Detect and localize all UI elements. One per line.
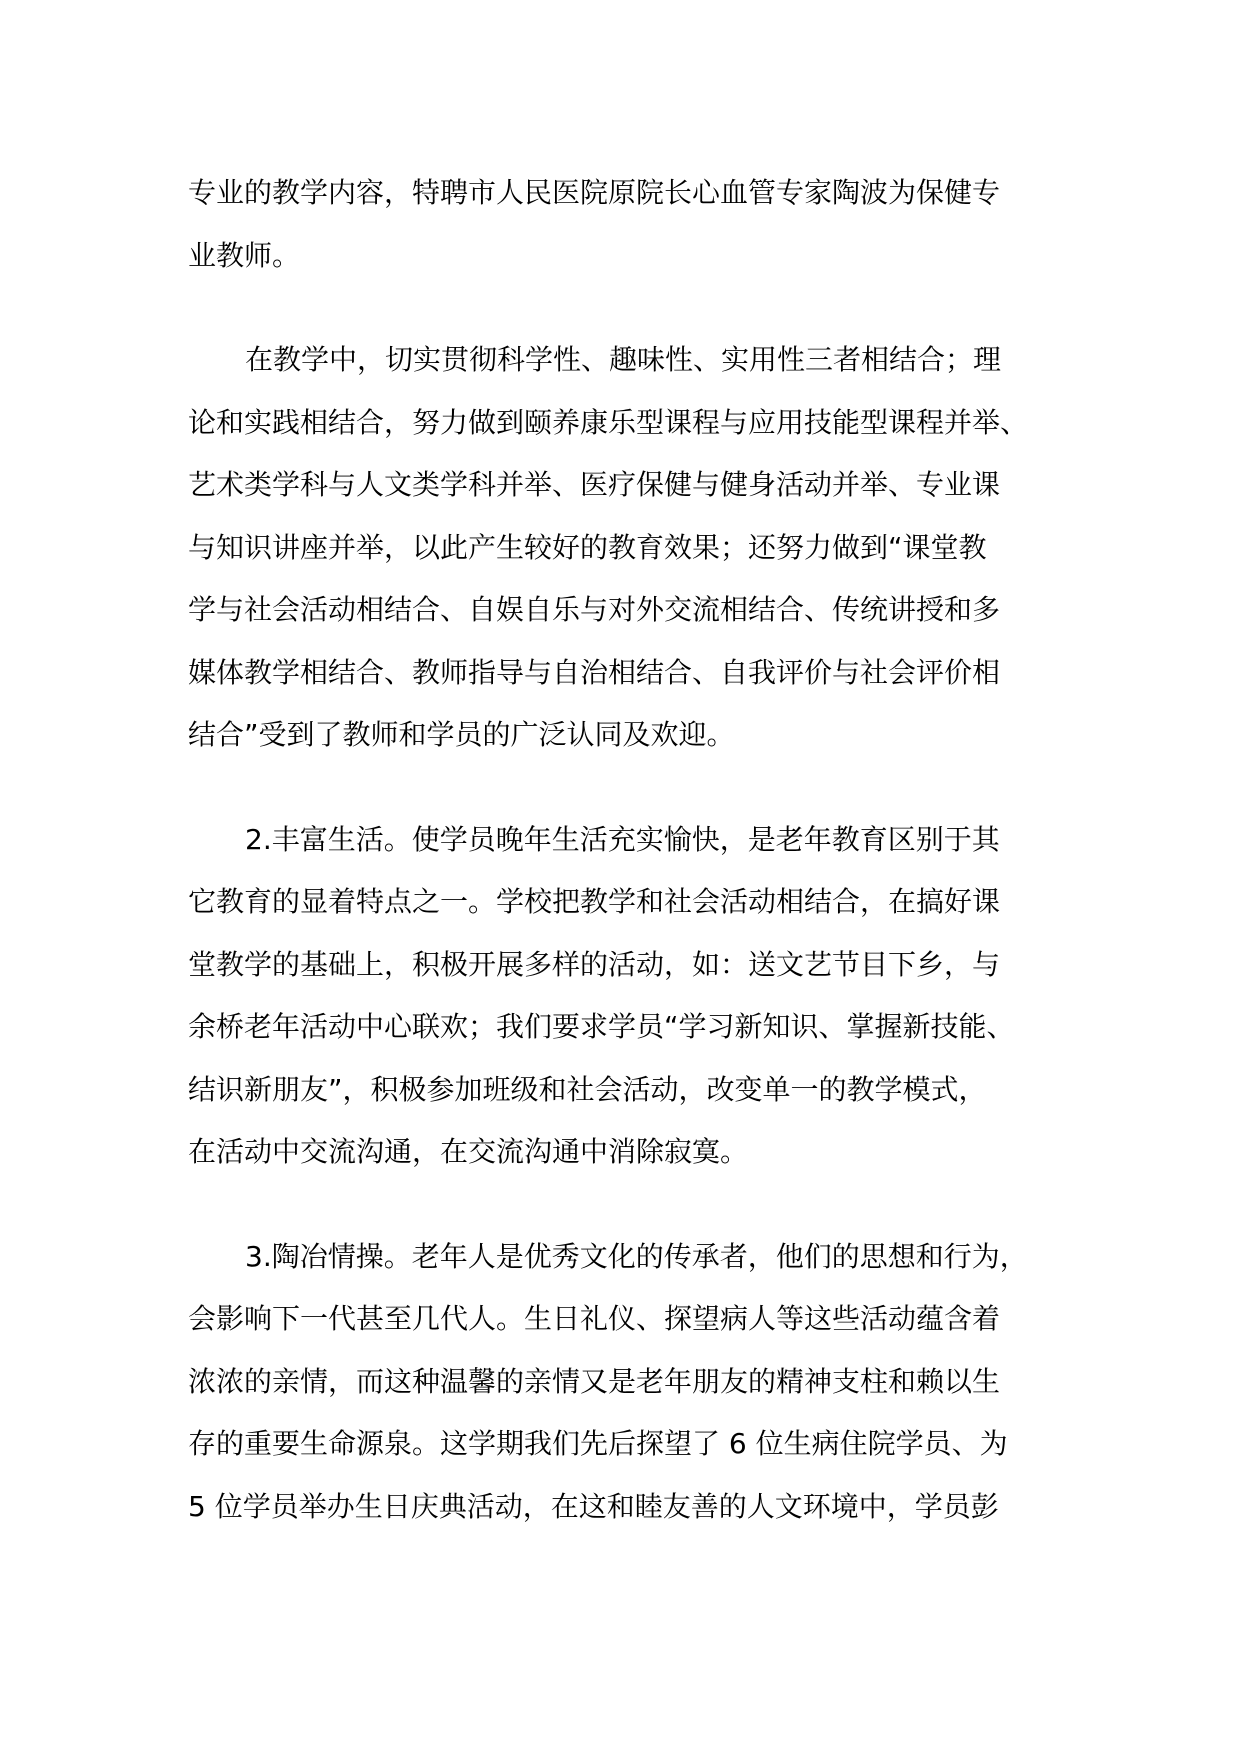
text-line: 专业的教学内容，特聘市人民医院原院长心血管专家陶波为保健专 (188, 176, 1001, 209)
text-line: 在活动中交流沟通，在交流沟通中消除寂寞。 (188, 1135, 749, 1168)
text-line: 结合”受到了教师和学员的广泛认同及欢迎。 (188, 718, 735, 751)
text-line: 3.陶冶情操。老年人是优秀文化的传承者，他们的思想和行为， (245, 1239, 1028, 1273)
text-line: 学与社会活动相结合、自娱自乐与对外交流相结合、传统讲授和多 (188, 593, 1001, 626)
text-line: 媒体教学相结合、教师指导与自治相结合、自我评价与社会评价相 (188, 655, 1001, 689)
paragraph-1 (188, 162, 1088, 287)
paragraph-spacing (188, 1184, 1088, 1226)
document-body (188, 162, 1088, 1538)
paragraph-spacing (188, 287, 1088, 329)
paragraph-3 (188, 809, 1088, 1184)
text-line: 浓浓的亲情，而这种温馨的亲情又是老年朋友的精神支柱和赖以生 (188, 1364, 1001, 1398)
text-line: 5 位学员举办生日庆典活动，在这和睦友善的人文环境中，学员彭 (188, 1489, 999, 1523)
text-line: 2.丰富生活。使学员晚年生活充实愉快，是老年教育区别于其 (245, 822, 1000, 856)
text-line: 余桥老年活动中心联欢；我们要求学员“学习新知识、掌握新技能、 (188, 1010, 1015, 1043)
paragraph-2 (188, 329, 1088, 767)
text-line: 与知识讲座并举，以此产生较好的教育效果；还努力做到“课堂教 (188, 530, 987, 564)
paragraph-4 (188, 1226, 1088, 1539)
text-line: 在教学中，切实贯彻科学性、趣味性、实用性三者相结合；理 (245, 343, 1002, 376)
text-line: 会影响下一代甚至几代人。生日礼仪、探望病人等这些活动蕴含着 (188, 1302, 1001, 1335)
text-line: 业教师。 (188, 238, 301, 272)
text-line: 论和实践相结合，努力做到颐养康乐型课程与应用技能型课程并举、 (188, 405, 1029, 439)
text-line: 存的重要生命源泉。这学期我们先后探望了 6 位生病住院学员、为 (188, 1427, 1008, 1460)
text-line: 结识新朋友”，积极参加班级和社会活动，改变单一的教学模式， (188, 1072, 987, 1106)
text-line: 艺术类学科与人文类学科并举、医疗保健与健身活动并举、专业课 (188, 468, 1001, 501)
paragraph-spacing (188, 767, 1088, 809)
text-line: 堂教学的基础上，积极开展多样的活动，如：送文艺节目下乡，与 (188, 947, 1001, 981)
text-line: 它教育的显着特点之一。学校把教学和社会活动相结合，在搞好课 (188, 885, 1001, 918)
